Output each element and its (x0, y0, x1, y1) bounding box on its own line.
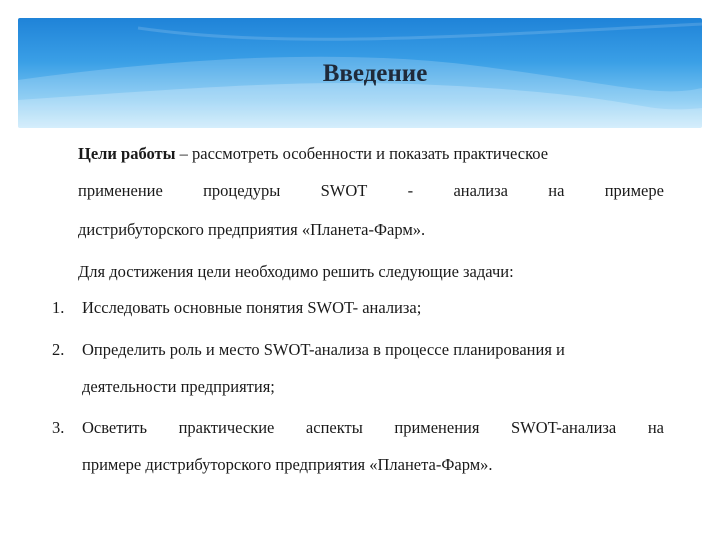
goal-word: применение (78, 181, 163, 200)
list-item-text: Исследовать основные понятия SWOT- анализа; (82, 298, 422, 317)
list-number: 3. (52, 418, 65, 437)
list-item-continuation: деятельности предприятия; (82, 377, 275, 396)
goal-word: на (548, 181, 565, 200)
tasks-lead: Для достижения цели необходимо решить следующие задачи: (78, 262, 514, 281)
list-item-text (82, 418, 664, 438)
goal-word: - (407, 181, 414, 200)
page-title: Введение (322, 60, 428, 87)
task-word: аспекты (305, 418, 363, 437)
goal-word: анализа (453, 181, 508, 200)
goal-word: SWOT (320, 181, 368, 200)
goal-line-1 (78, 144, 664, 164)
goal-word: примере (604, 181, 664, 200)
list-item-text: Определить роль и место SWOT-анализа в процессе планирования и (82, 340, 565, 359)
task-word: на (647, 418, 664, 437)
goal-label: Цели работы (78, 144, 176, 163)
goal-line-1-text: – рассмотреть особенности и показать практическое (179, 144, 549, 163)
task-word: Осветить (82, 418, 148, 437)
goal-line-3: дистрибуторского предприятия «Планета-Фарм». (78, 220, 426, 239)
goal-line-2 (78, 181, 664, 201)
list-number: 2. (52, 340, 65, 359)
task-word: применения (394, 418, 480, 437)
list-item-continuation: примере дистрибуторского предприятия «Планета-Фарм». (82, 455, 493, 474)
task-word: практические (178, 418, 275, 437)
task-word: SWOT-анализа (511, 418, 617, 437)
goal-word: процедуры (203, 181, 281, 200)
list-number: 1. (52, 298, 65, 317)
